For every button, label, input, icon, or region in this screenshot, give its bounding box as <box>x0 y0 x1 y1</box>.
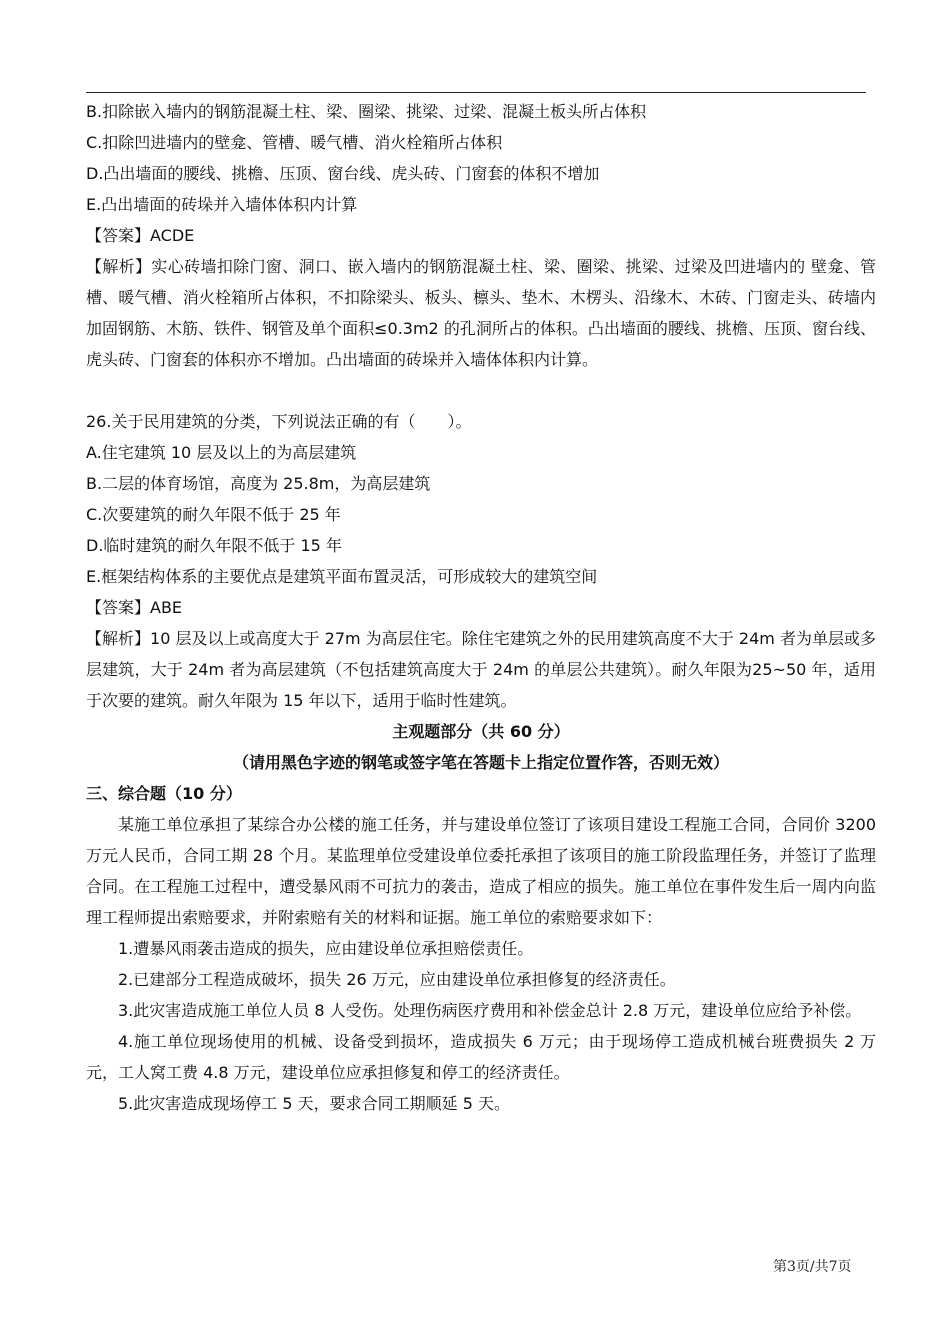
q26-stem: 26.关于民用建筑的分类，下列说法正确的有（ ）。 <box>86 412 472 431</box>
q26-analysis: 【解析】10 层及以上或高度大于 27m 为高层住宅。除住宅建筑之外的民用建筑高度不大于 24m 者为单层或多层建筑，大于 24m 者为高层建筑（不包括建筑高度大于 24m 的单层公共建筑）。耐久年限为25~50 年，适用于次要的建筑。耐久年限为 15 年以下，适用于临时性建筑。 <box>86 629 876 710</box>
claim-item-1: 1.遭暴风雨袭击造成的损失，应由建设单位承担赔偿责任。 <box>118 939 534 958</box>
q25-option-d: D.凸出墙面的腰线、挑檐、压顶、窗台线、虎头砖、门窗套的体积不增加 <box>86 164 600 183</box>
q25-answer: 【答案】ACDE <box>86 226 195 245</box>
claim-item-4: 4.施工单位现场使用的机械、设备受到损坏，造成损失 6 万元；由于现场停工造成机械台班费损失 2 万元，工人窝工费 4.8 万元，建设单位应承担修复和停工的经济责任。 <box>86 1032 876 1082</box>
q25-option-e: E.凸出墙面的砖垛并入墙体体积内计算 <box>86 195 358 214</box>
part3-intro: 某施工单位承担了某综合办公楼的施工任务，并与建设单位签订了该项目建设工程施工合同，合同价 3200 万元人民币，合同工期 28 个月。某监理单位受建设单位委托承担了该项目的施工阶段监理任务，并签订了监理合同。在工程施工过程中，遭受暴风雨不可抗力的袭击，造成了相应的损失。施工单位在事件发生后一周内向监理工程师提出索赔要求，并附索赔有关的材料和证据。施工单位的索赔要求如下： <box>86 815 876 927</box>
q26-option-e: E.框架结构体系的主要优点是建筑平面布置灵活，可形成较大的建筑空间 <box>86 567 598 586</box>
section-title: 主观题部分（共 60 分） <box>392 722 570 741</box>
page-content <box>86 96 876 1119</box>
q25-analysis: 【解析】实心砖墙扣除门窗、洞口、嵌入墙内的钢筋混凝土柱、梁、圈梁、挑梁、过梁及凹进墙内的 壁龛、管槽、暖气槽、消火栓箱所占体积，不扣除梁头、板头、檩头、垫木、木楞头、沿缘木、木砖、门窗走头、砖墙内加固钢筋、木筋、铁件、钢管及单个面积≤0.3m2 的孔洞所占的体积。凸出墙面的腰线、挑檐、压顶、窗台线、虎头砖、门窗套的体积亦不增加。凸出墙面的砖垛并入墙体体积内计算。 <box>86 257 876 369</box>
claim-item-5: 5.此灾害造成现场停工 5 天，要求合同工期顺延 5 天。 <box>118 1094 510 1113</box>
header-rule <box>86 92 866 93</box>
spacer <box>86 375 876 406</box>
claim-item-3: 3.此灾害造成施工单位人员 8 人受伤。处理伤病医疗费用和补偿金总计 2.8 万元，建设单位应给予补偿。 <box>118 1001 862 1020</box>
q26-option-d: D.临时建筑的耐久年限不低于 15 年 <box>86 536 342 555</box>
q26-answer: 【答案】ABE <box>86 598 183 617</box>
section-note: （请用黑色字迹的钢笔或签字笔在答题卡上指定位置作答，否则无效） <box>232 753 729 772</box>
q26-option-a: A.住宅建筑 10 层及以上的为高层建筑 <box>86 443 357 462</box>
claim-item-2: 2.已建部分工程造成破坏，损失 26 万元，应由建设单位承担修复的经济责任。 <box>118 970 676 989</box>
page-number: 第3页/共7页 <box>773 1259 852 1275</box>
q26-option-b: B.二层的体育场馆，高度为 25.8m，为高层建筑 <box>86 474 431 493</box>
q25-option-c: C.扣除凹进墙内的壁龛、管槽、暖气槽、消火栓箱所占体积 <box>86 133 503 152</box>
part3-heading: 三、综合题（10 分） <box>86 784 242 803</box>
q25-option-b: B.扣除嵌入墙内的钢筋混凝土柱、梁、圈梁、挑梁、过梁、混凝土板头所占体积 <box>86 102 647 121</box>
q26-option-c: C.次要建筑的耐久年限不低于 25 年 <box>86 505 341 524</box>
